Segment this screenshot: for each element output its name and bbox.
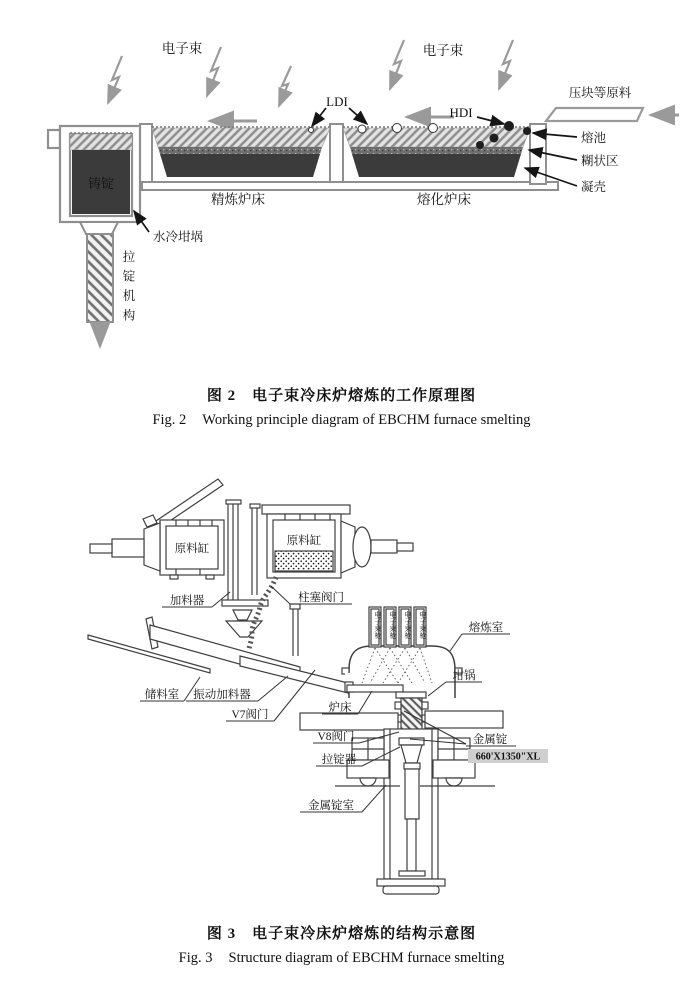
figure3-caption xyxy=(0,922,683,967)
vibrating-feeder-label: 振动加料器 xyxy=(193,689,251,701)
ingot-pulling-rod xyxy=(80,222,118,322)
v8-valve-label: V8阀门 xyxy=(317,731,355,743)
figure3-caption-label-zh: 图 3 xyxy=(206,926,237,942)
electron-gun-label-4: 电子束枪 xyxy=(419,611,427,639)
electron-gun-label-2: 电子束枪 xyxy=(389,611,397,639)
figure3-caption-title-zh: 电子束冷床炉熔炼的结构示意图 xyxy=(252,926,477,942)
metal-ingot-label: 金属锭 xyxy=(472,734,508,746)
melting-hearth-label: 熔化炉床 xyxy=(417,192,471,207)
raw-cylinder-right-shape xyxy=(262,505,413,578)
melt-pool-label: 熔池 xyxy=(581,131,607,145)
mushy-zone-label: 糊状区 xyxy=(581,154,619,168)
raw-material-label: 压块等原料 xyxy=(568,86,632,100)
raw-cylinder-left-label: 原料缸 xyxy=(174,543,210,555)
melting-hearth-melt xyxy=(343,127,530,177)
feeder-label: 加料器 xyxy=(169,595,205,607)
hearth-label: 炉床 xyxy=(328,702,352,714)
skull-label: 凝壳 xyxy=(581,180,607,194)
water-cooled-crucible-label: 水冷坩埚 xyxy=(153,230,204,244)
figure2-caption-title-en: Working principle diagram of EBCHM furnace smelting xyxy=(202,412,531,428)
electron-gun-label-3: 电子束枪 xyxy=(404,611,412,639)
ingot-puller-label: 拉锭器 xyxy=(321,754,357,766)
electron-gun-label-1: 电子束枪 xyxy=(374,611,382,639)
melting-chamber-label: 熔炼室 xyxy=(468,622,504,634)
falling-material-stream xyxy=(249,577,276,649)
refining-hearth-label: 精炼炉床 xyxy=(211,192,265,207)
plunger-valve-shape xyxy=(222,500,268,637)
ebeam-left-label: 电子束 xyxy=(161,41,203,56)
refining-hearth-melt xyxy=(152,127,330,177)
figure2-caption xyxy=(0,384,683,429)
cast-ingot-label: 铸锭 xyxy=(87,176,115,191)
figure2-working-principle-diagram xyxy=(0,0,683,360)
figure2-caption-label-zh: 图 2 xyxy=(206,388,237,404)
figure2-caption-label-en: Fig. 2 xyxy=(152,412,187,428)
figure3-structure-diagram xyxy=(0,455,683,915)
metal-ingot-chamber-label: 金属锭室 xyxy=(308,800,354,812)
feed-slab xyxy=(546,108,643,121)
storage-chamber-label: 储料室 xyxy=(144,689,180,701)
vibrating-feeder-shape xyxy=(88,604,352,694)
ingot-pulling-mechanism-label: 拉锭机构 xyxy=(121,250,135,328)
figure3-caption-title-en: Structure diagram of EBCHM furnace smelting xyxy=(228,950,505,966)
v7-valve-label: V7阀门 xyxy=(231,709,269,721)
hdi-label: HDI xyxy=(449,105,473,120)
ebeam-right-label: 电子束 xyxy=(422,43,464,58)
ldi-label: LDI xyxy=(326,94,348,109)
crucible-melt-band xyxy=(70,134,132,150)
raw-cylinder-right-label: 原料缸 xyxy=(286,535,322,547)
plunger-valve-label: 柱塞阀门 xyxy=(298,592,344,604)
figure3-caption-label-en: Fig. 3 xyxy=(178,950,213,966)
figure2-caption-title-zh: 电子束冷床炉熔炼的工作原理图 xyxy=(252,388,477,404)
crucible-label: 坩锅 xyxy=(452,670,476,682)
ingot-size-label: 660'X1350"XL xyxy=(475,751,541,763)
